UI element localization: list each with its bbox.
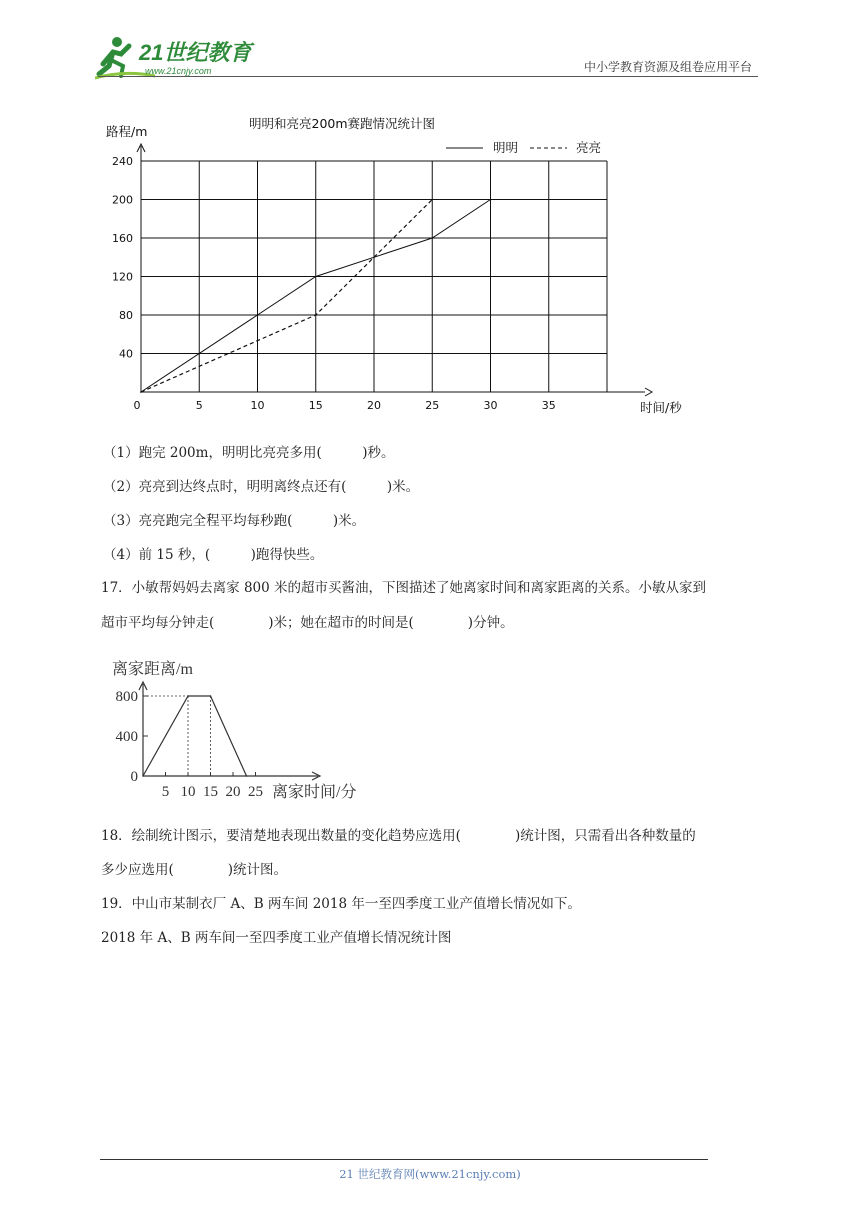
chart1-title: 明明和亮亮200m赛跑情况统计图 [249, 116, 436, 131]
q16-part4: （4）前 15 秒，( )跑得快些。 [103, 547, 324, 563]
chart1-y-tick-label: 160 [112, 232, 133, 245]
chart1-x-tick-label: 25 [425, 399, 440, 412]
q17-line2: 超市平均每分钟走( )米；她在超市的时间是( )分钟。 [101, 615, 514, 631]
chart2-x-tick-label: 10 [180, 784, 196, 800]
chart2-body [116, 682, 321, 800]
chart2-y-tick-label: 400 [115, 729, 138, 745]
chart1-x-axis-label: 时间/秒 [640, 400, 682, 415]
chart2-data-point [142, 775, 144, 777]
q17-line1: 17．小敏帮妈妈去离家 800 米的超市买酱油，下图描述了她离家时间和离家距离的关系。小敏从家到 [101, 580, 707, 596]
chart1-x-tick-label: 20 [367, 399, 381, 412]
legend-label-mingming: 明明 [493, 140, 519, 155]
footer-divider [100, 1159, 708, 1160]
chart2-x-tick-label: 15 [203, 784, 218, 800]
logo-text: 21世纪教育 [139, 40, 252, 65]
chart2-x-tick-label: 25 [248, 784, 263, 800]
q19-line1: 19．中山市某制衣厂 A、B 两车间 2018 年一至四季度工业产值增长情况如下。 [101, 896, 581, 912]
chart1-y-axis-label: 路程/m [106, 124, 148, 139]
chart1-x-tick-label: 0 [133, 399, 141, 412]
chart1-y-tick-label: 240 [112, 155, 133, 168]
chart1-x-tick-label: 15 [308, 399, 323, 412]
chart2-series-line [143, 696, 247, 776]
legend-label-liangliang: 亮亮 [576, 140, 602, 155]
footer-text: 21 世纪教育网(www.21cnjy.com) [339, 1167, 521, 1181]
chart2-y-tick-label: 0 [130, 769, 138, 785]
chart1-x-tick-label: 5 [195, 399, 203, 412]
chart2-x-axis-label: 离家时间/分 [272, 784, 357, 801]
chart1-y-tick-label: 80 [119, 309, 133, 322]
chart1-y-tick-label: 200 [112, 193, 133, 207]
q16-part1: （1）跑完 200m，明明比亮亮多用( )秒。 [103, 445, 395, 461]
chart1-x-tick-label: 35 [541, 399, 556, 412]
q16-part3: （3）亮亮跑完全程平均每秒跑( )米。 [103, 513, 366, 529]
chart2-data-point [246, 775, 248, 777]
chart1-y-tick-label: 40 [119, 347, 133, 361]
q16-part2: （2）亮亮到达终点时，明明离终点还有( )米。 [103, 479, 420, 495]
q19-chart-title: 2018 年 A、B 两车间一至四季度工业产值增长情况统计图 [101, 930, 452, 946]
chart2-x-tick-label: 5 [161, 784, 170, 800]
q18-line2: 多少应选用( )统计图。 [101, 862, 288, 878]
chart2-y-axis-label: 离家距离/m [112, 661, 193, 678]
chart1-x-tick-label: 10 [250, 399, 265, 412]
chart1-x-tick-label: 30 [483, 399, 498, 412]
chart2-x-tick-label: 20 [225, 784, 241, 800]
header-platform-name: 中小学教育资源及组卷应用平台 [583, 60, 752, 74]
logo-url: www.21cnjy.com [145, 66, 212, 76]
chart1-y-tick-label: 120 [112, 270, 133, 284]
chart2-y-tick-label: 800 [115, 689, 138, 705]
q18-line1: 18．绘制统计图示，要清楚地表现出数量的变化趋势应选用( )统计图，只需看出各种数量的 [101, 828, 696, 844]
